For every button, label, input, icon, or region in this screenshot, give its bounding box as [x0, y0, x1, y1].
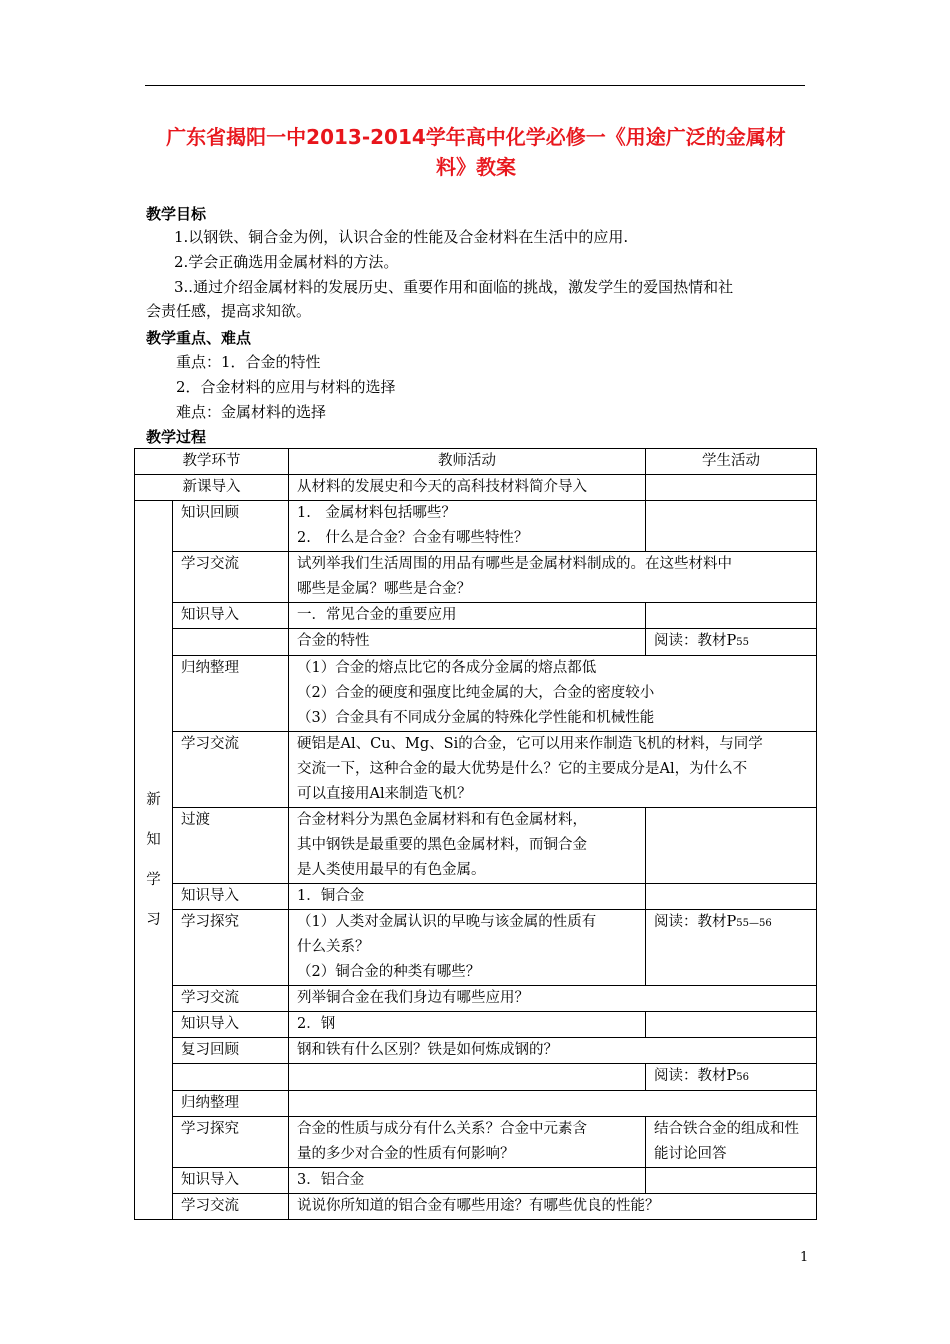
table-row: [135, 1117, 817, 1168]
teacher-line: 交流一下，这种合金的最大优势是什么？它的主要成分是Al，为什么不: [297, 761, 748, 777]
teacher-line: （3）合金具有不同成分金属的特殊化学性能和机械性能: [297, 710, 655, 726]
table-row: [135, 656, 817, 732]
student-cell: [646, 629, 817, 656]
stage-cell: 复习回顾: [173, 1038, 289, 1064]
process-heading: 教学过程: [146, 428, 207, 446]
teacher-line: 哪些是金属？哪些是合金？: [297, 581, 471, 597]
teacher-line: [297, 1064, 637, 1089]
teacher-line: 其中钢铁是最重要的黑色金属材料，而铜合金: [297, 837, 587, 853]
teacher-line: 合金的性质与成分有什么关系？合金中元素含: [297, 1121, 587, 1137]
page-ref-subscript: 56: [736, 1072, 749, 1083]
stage-cell: 学习探究: [173, 910, 289, 986]
teacher-cell: [289, 910, 646, 986]
student-cell: [646, 1117, 817, 1168]
teacher-cell: [289, 1038, 817, 1064]
teacher-line: 3．铝合金: [297, 1172, 365, 1188]
teacher-cell: [289, 1117, 646, 1168]
stage-cell: 归纳整理: [173, 656, 289, 732]
teacher-line: 一．常见合金的重要应用: [297, 607, 457, 623]
teacher-cell: [289, 884, 646, 910]
keypoint-2: 2．合金材料的应用与材料的选择: [176, 378, 396, 396]
side-label-char: 学: [146, 872, 161, 888]
header-student: 学生活动: [646, 449, 817, 475]
student-cell: [646, 910, 817, 986]
teacher-line: 钢和铁有什么区别？铁是如何炼成钢的？: [297, 1042, 558, 1058]
teacher-cell: [289, 1194, 817, 1220]
teacher-line: （1）合金的熔点比它的各成分金属的熔点都低: [297, 660, 597, 676]
stage-cell: 过渡: [173, 808, 289, 884]
goal-item-2: 2.学会正确选用金属材料的方法。: [174, 253, 399, 271]
goal-item-3-cont: 会责任感，提高求知欲。: [146, 302, 312, 320]
student-cell: [646, 475, 817, 501]
title-line-1: 广东省揭阳一中2013-2014学年高中化学必修一《用途广泛的金属材: [166, 125, 786, 149]
goal-item-3: 3..通过介绍金属材料的发展历史、重要作用和面临的挑战，激发学生的爱国热情和社: [174, 278, 734, 296]
stage-cell: 新课导入: [135, 475, 289, 501]
teacher-cell: [289, 1012, 646, 1038]
table-row: [135, 732, 817, 808]
header-rule: [145, 85, 805, 86]
teacher-line: 合金材料分为黑色金属材料和有色金属材料，: [297, 812, 587, 828]
student-cell: [646, 501, 817, 552]
teacher-cell: [289, 552, 817, 603]
table-row: [135, 552, 817, 603]
teacher-cell: [289, 501, 646, 552]
header-teacher: 教师活动: [289, 449, 646, 475]
table-row: [135, 1064, 817, 1091]
student-cell: [646, 808, 817, 884]
stage-cell: [173, 1064, 289, 1091]
goals-heading: 教学目标: [146, 205, 207, 223]
table-row: [135, 603, 817, 629]
teacher-line: 是人类使用最早的有色金属。: [297, 862, 486, 878]
teacher-line: （2）铜合金的种类有哪些？: [297, 964, 481, 980]
teacher-line: 可以直接用Al来制造飞机？: [297, 786, 472, 802]
student-cell: [646, 1064, 817, 1091]
teacher-cell: [289, 603, 646, 629]
page-number: 1: [800, 1250, 809, 1265]
side-label-char: 新: [146, 792, 161, 808]
teacher-line: 2. 什么是合金？合金有哪些特性？: [297, 530, 529, 546]
student-text: 阅读：教材P: [654, 633, 737, 649]
keypoint-difficulty: 难点：金属材料的选择: [176, 403, 327, 421]
side-label-new-knowledge: [135, 501, 173, 1220]
table-row: [135, 808, 817, 884]
table-row: [135, 1038, 817, 1064]
stage-cell: 学习探究: [173, 1117, 289, 1168]
stage-cell: 学习交流: [173, 986, 289, 1012]
student-cell: [646, 603, 817, 629]
document-title: [140, 122, 812, 182]
teacher-line: 1. 金属材料包括哪些？: [297, 505, 456, 521]
stage-cell: [173, 629, 289, 656]
table-row: [135, 986, 817, 1012]
side-label-char: 习: [146, 912, 161, 928]
stage-cell: 知识导入: [173, 884, 289, 910]
teacher-line: 2．钢: [297, 1016, 336, 1032]
table-row: [135, 1194, 817, 1220]
teacher-cell: [289, 808, 646, 884]
teacher-cell: [289, 1091, 817, 1117]
stage-cell: 知识导入: [173, 603, 289, 629]
table-header-row: [135, 449, 817, 475]
student-text: 阅读：教材P: [654, 914, 737, 930]
table-row: [135, 1012, 817, 1038]
side-label-char: 知: [146, 832, 161, 848]
teacher-cell: [289, 732, 817, 808]
student-cell: [646, 1168, 817, 1194]
student-text: 阅读：教材P: [654, 1068, 737, 1084]
teacher-cell: [289, 629, 646, 656]
student-text: 结合铁合金的组成和性能讨论回答: [654, 1121, 799, 1162]
teacher-cell: [289, 986, 817, 1012]
stage-cell: 知识导入: [173, 1168, 289, 1194]
teacher-line: [297, 1091, 808, 1116]
teacher-line: 合金的特性: [297, 633, 370, 649]
table-row: [135, 1091, 817, 1117]
stage-cell: 知识回顾: [173, 501, 289, 552]
table-row: [135, 884, 817, 910]
student-cell: [646, 884, 817, 910]
stage-cell: 学习交流: [173, 1194, 289, 1220]
title-line-2: 料》教案: [436, 155, 516, 179]
keypoint-1: 重点：1．合金的特性: [176, 353, 321, 371]
table-row: [135, 629, 817, 656]
keypoints-heading: 教学重点、难点: [146, 329, 252, 347]
page-ref-subscript: 55—56: [736, 918, 772, 929]
teacher-cell: [289, 656, 817, 732]
teacher-cell: [289, 1064, 646, 1091]
student-cell: [646, 1012, 817, 1038]
process-table: [134, 448, 817, 1220]
table-row: [135, 501, 817, 552]
teacher-line: （2）合金的硬度和强度比纯金属的大，合金的密度较小: [297, 685, 655, 701]
teacher-line: （1）人类对金属认识的早晚与该金属的性质有: [297, 914, 597, 930]
teacher-line: 量的多少对合金的性质有何影响？: [297, 1146, 515, 1162]
teacher-line: 列举铜合金在我们身边有哪些应用？: [297, 990, 529, 1006]
teacher-line: 试列举我们生活周围的用品有哪些是金属材料制成的。在这些材料中: [297, 556, 732, 572]
stage-cell: 学习交流: [173, 732, 289, 808]
goal-item-1: 1.以钢铁、铜合金为例，认识合金的性能及合金材料在生活中的应用.: [174, 228, 629, 246]
stage-cell: 知识导入: [173, 1012, 289, 1038]
stage-cell: 归纳整理: [173, 1091, 289, 1117]
teacher-line: 什么关系？: [297, 939, 370, 955]
teacher-cell: 从材料的发展史和今天的高科技材料简介导入: [289, 475, 646, 501]
page-ref-subscript: 55: [736, 637, 749, 648]
table-row: [135, 910, 817, 986]
header-stage: 教学环节: [135, 449, 289, 475]
teacher-cell: [289, 1168, 646, 1194]
table-row: [135, 475, 817, 501]
stage-cell: 学习交流: [173, 552, 289, 603]
teacher-line: 硬铝是Al、Cu、Mg、Si的合金，它可以用来作制造飞机的材料，与同学: [297, 736, 763, 752]
table-row: [135, 1168, 817, 1194]
teacher-line: 1．铜合金: [297, 888, 365, 904]
teacher-line: 说说你所知道的铝合金有哪些用途？有哪些优良的性能？: [297, 1198, 660, 1214]
